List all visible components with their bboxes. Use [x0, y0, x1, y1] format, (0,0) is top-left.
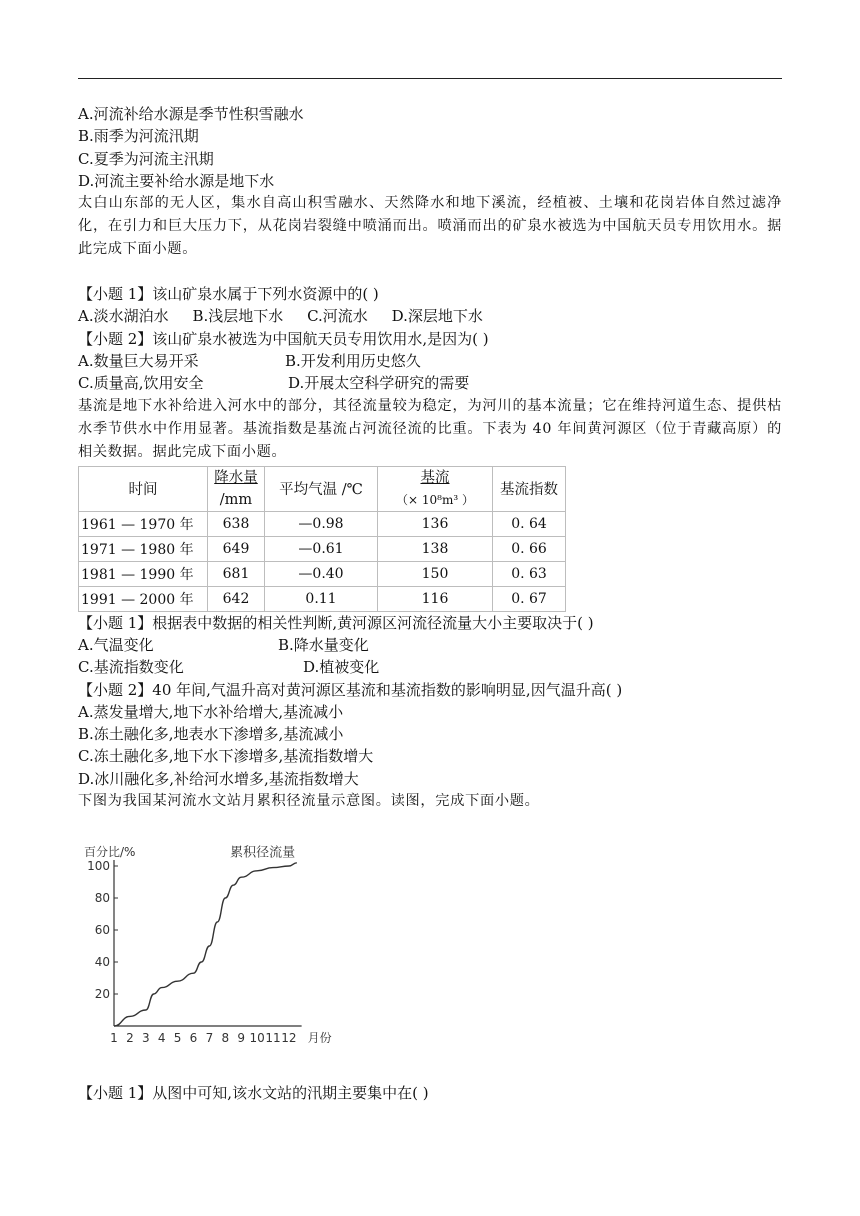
series-label: 累积径流量	[230, 845, 296, 861]
cell-period: 1981 — 1990 年	[79, 561, 208, 586]
cell-index: 0. 66	[493, 536, 566, 561]
question-stem: 【小题 1】该山矿泉水属于下列水资源中的( )	[78, 285, 379, 304]
x-tick-label: 5	[173, 1031, 182, 1045]
header-index: 基流指数	[493, 466, 566, 511]
option-c: C.基流指数变化	[78, 658, 184, 677]
baseflow-table	[78, 466, 566, 612]
option-b: B.冻土融化多,地表水下渗增多,基流减小	[78, 725, 344, 744]
cell-baseflow: 136	[378, 511, 493, 536]
x-tick-label: 3	[141, 1031, 150, 1045]
table-row	[79, 561, 566, 586]
question-options-row	[78, 634, 782, 656]
cell-period: 1991 — 2000 年	[79, 586, 208, 611]
header-baseflow	[378, 466, 493, 511]
option-c: C.质量高,饮用安全	[78, 374, 204, 393]
option-b: B.雨季为河流汛期	[78, 127, 199, 146]
option-d: D.冰川融化多,补给河水增多,基流指数增大	[78, 769, 359, 788]
x-tick-label: 2	[126, 1031, 134, 1045]
question-options-row	[78, 372, 782, 394]
option-d: D.开展太空科学研究的需要	[288, 374, 470, 393]
option-c: C.夏季为河流主汛期	[78, 149, 214, 168]
header-baseflow-label: 基流	[420, 469, 450, 486]
x-axis-label: 月份	[307, 1031, 332, 1045]
passage-baseflow: 基流是地下水补给进入河水中的部分，其径流量较为稳定，为河川的基本流量；它在维持河道生态、提供枯水季节供水中作用显著。基流指数是基流占河流径流的比重。下表为 40 年间黄河源区（位于青藏高原）的相关数据。据此完成下面小题。	[78, 397, 782, 460]
cell-precip: 642	[208, 586, 265, 611]
header-precip-unit: /mm	[219, 491, 253, 508]
x-tick-label: 9	[237, 1031, 246, 1045]
cell-index: 0. 63	[493, 561, 566, 586]
header-precip-label: 降水量	[214, 469, 258, 486]
question-options-row	[78, 656, 782, 678]
y-tick-label: 40	[94, 955, 110, 969]
cell-period: 1971 — 1980 年	[79, 536, 208, 561]
option-a: A.蒸发量增大,地下水补给增大,基流减小	[78, 702, 344, 721]
cell-period: 1961 — 1970 年	[79, 511, 208, 536]
question-stem: 【小题 2】40 年间,气温升高对黄河源区基流和基流指数的影响明显,因气温升高( )	[78, 680, 623, 699]
question-options	[78, 305, 782, 327]
cell-baseflow: 138	[378, 536, 493, 561]
x-tick-label: 11	[265, 1031, 281, 1045]
header-temp: 平均气温 /℃	[265, 466, 378, 511]
series-line-cumulative-runoff	[114, 863, 297, 1026]
cell-temp: —0.40	[265, 561, 378, 586]
option-c: C.冻土融化多,地下水下渗增多,基流指数增大	[78, 747, 374, 766]
header-precip	[208, 466, 265, 511]
cell-temp: —0.61	[265, 536, 378, 561]
table-row	[79, 511, 566, 536]
x-tick-label: 7	[205, 1031, 214, 1045]
passage-mineral-water: 太白山东部的无人区，集水自高山积雪融水、天然降水和地下溪流，经植被、土壤和花岗岩体自然过滤净化，在引力和巨大压力下，从花岗岩裂缝中喷涌而出。喷涌而出的矿泉水被选为中国航天员专用饮用水。据此完成下面小题。	[78, 195, 782, 258]
x-tick-label: 12	[281, 1031, 297, 1045]
cell-precip: 649	[208, 536, 265, 561]
table-row	[79, 586, 566, 611]
x-tick-label: 6	[189, 1031, 198, 1045]
y-tick-label: 60	[94, 923, 110, 937]
option-b: B.浅层地下水	[192, 307, 284, 326]
cell-baseflow: 116	[378, 586, 493, 611]
y-axis-label: 百分比/%	[84, 845, 136, 859]
option-d: D.河流主要补给水源是地下水	[78, 171, 275, 190]
cell-temp: 0.11	[265, 586, 378, 611]
question-stem: 【小题 2】该山矿泉水被选为中国航天员专用饮用水,是因为( )	[78, 329, 489, 348]
document-body	[78, 103, 782, 813]
option-c: C.河流水	[307, 307, 368, 326]
cumulative-runoff-chart	[78, 838, 378, 1053]
option-b: B.开发利用历史悠久	[285, 352, 421, 371]
cell-index: 0. 67	[493, 586, 566, 611]
cell-precip: 638	[208, 511, 265, 536]
option-a: A.河流补给水源是季节性积雪融水	[78, 105, 304, 123]
x-tick-label: 8	[221, 1031, 230, 1045]
header-baseflow-unit: （× 10⁸m³ ）	[396, 492, 474, 507]
header-rule	[78, 78, 782, 79]
option-a: A.气温变化	[78, 635, 154, 654]
table-row	[79, 536, 566, 561]
x-tick-label: 1	[110, 1031, 118, 1045]
x-tick-label: 4	[157, 1031, 166, 1045]
cell-temp: —0.98	[265, 511, 378, 536]
question-stem: 【小题 1】从图中可知,该水文站的汛期主要集中在( )	[78, 1084, 429, 1102]
y-tick-label: 20	[94, 987, 110, 1001]
option-a: A.数量巨大易开采	[78, 352, 199, 371]
cell-index: 0. 64	[493, 511, 566, 536]
y-tick-label: 100	[87, 859, 110, 873]
header-period: 时间	[79, 466, 208, 511]
passage-runoff-chart: 下图为我国某河流水文站月累积径流量示意图。读图，完成下面小题。	[78, 793, 540, 810]
option-d: D.植被变化	[303, 658, 380, 677]
option-d: D.深层地下水	[391, 307, 483, 326]
question-stem: 【小题 1】根据表中数据的相关性判断,黄河源区河流径流量大小主要取决于( )	[78, 613, 594, 632]
cell-baseflow: 150	[378, 561, 493, 586]
cell-precip: 681	[208, 561, 265, 586]
table-header-row	[79, 466, 566, 511]
option-b: B.降水量变化	[278, 635, 369, 654]
y-tick-label: 80	[94, 891, 110, 905]
option-a: A.淡水湖泊水	[78, 307, 169, 326]
x-tick-label: 10	[249, 1031, 265, 1045]
question-options-row	[78, 350, 782, 372]
